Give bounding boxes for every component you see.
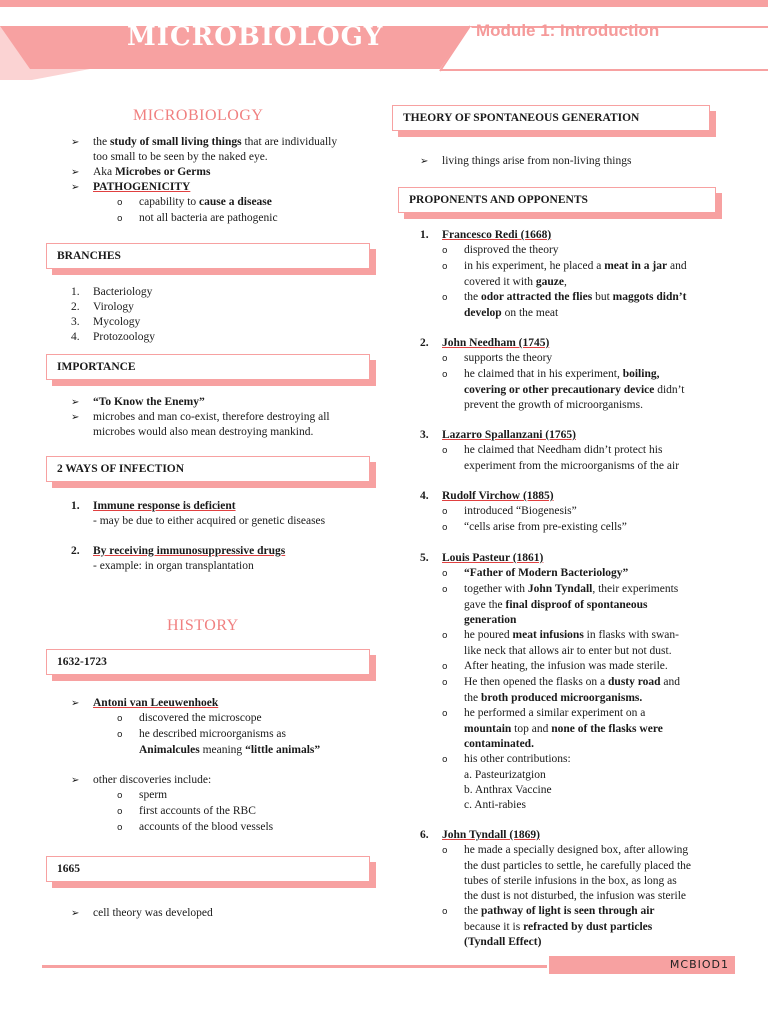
list-item: mountain top and none of the flasks were — [464, 723, 663, 735]
list-item: the dust particles to settle, he carefully placed the — [464, 860, 692, 872]
list-item: o capability to cause a disease — [71, 195, 337, 211]
footer-line — [42, 965, 547, 968]
leeuwenhoek-list — [71, 696, 320, 836]
list-item: the dust is not disturbed, the infusion was sterile — [464, 890, 686, 902]
list-item: o he described microorganisms as — [71, 727, 320, 743]
list-item: tubes of sterile infusions in the box, as long as — [464, 875, 677, 887]
list-item: 2. John Needham (1745) — [420, 337, 550, 349]
list-item: o not all bacteria are pathogenic — [71, 211, 337, 227]
list-item: o the odor attracted the flies but maggots didn’t — [420, 290, 691, 306]
list-item: too small to be seen by the naked eye. — [93, 151, 268, 163]
arrow-bullet-icon: ➢ — [71, 775, 80, 786]
list-item: 4. Rudolf Virchow (1885) — [420, 490, 554, 502]
list-item: ➢ cell theory was developed — [71, 907, 213, 919]
list-item: o his other contributions: — [420, 752, 691, 768]
header-module: Module 1: Introduction — [476, 21, 660, 40]
list-item: 1. Immune response is deficient — [71, 500, 236, 512]
list-item: - example: in organ transplantation — [93, 560, 254, 572]
infection-list — [71, 499, 325, 574]
microbiology-heading: MICROBIOLOGY — [133, 107, 264, 124]
theory-list — [420, 154, 631, 169]
list-item: generation — [464, 614, 517, 626]
list-item: 2. Virology — [71, 301, 134, 313]
list-item: o together with John Tyndall, their experiments — [420, 582, 691, 598]
circle-bullet-icon: o — [442, 678, 448, 688]
arrow-bullet-icon: ➢ — [71, 412, 80, 423]
list-item: o “Father of Modern Bacteriology” — [420, 566, 691, 582]
circle-bullet-icon: o — [442, 907, 448, 917]
circle-bullet-icon: o — [442, 846, 448, 856]
arrow-bullet-icon: ➢ — [71, 908, 80, 919]
microbiology-list — [71, 135, 337, 227]
list-item: o disproved the theory — [420, 243, 691, 259]
history-1632-box: 1632-1723 — [46, 649, 370, 675]
list-item: o he made a specially designed box, after allowing — [420, 843, 691, 859]
list-item: microbes would also mean destroying mankind. — [93, 426, 314, 438]
arrow-bullet-icon: ➢ — [71, 698, 80, 709]
list-item: o he poured meat infusions in flasks with swan- — [420, 628, 691, 644]
circle-bullet-icon: o — [442, 370, 448, 380]
proponents-list — [420, 228, 691, 950]
footer-badge — [549, 956, 735, 974]
list-item: o he claimed that in his experiment, boiling, — [420, 367, 691, 383]
list-item: a. Pasteurizatgion — [464, 769, 546, 781]
list-item: experiment from the microorganisms of the air — [464, 460, 680, 472]
circle-bullet-icon: o — [117, 198, 123, 208]
list-item: covered it with gauze, — [464, 276, 567, 288]
cell-theory-list — [71, 906, 213, 921]
list-item: 1. Bacteriology — [71, 286, 153, 298]
footer-course-code: MCBIOD1 — [669, 958, 729, 971]
circle-bullet-icon: o — [442, 293, 448, 303]
circle-bullet-icon: o — [442, 354, 448, 364]
circle-bullet-icon: o — [442, 507, 448, 517]
list-item: contaminated. — [464, 738, 534, 750]
importance-header-box: IMPORTANCE — [46, 354, 370, 380]
list-item: 2. By receiving immunosuppressive drugs — [71, 545, 286, 557]
circle-bullet-icon: o — [117, 214, 123, 224]
list-item: o he performed a similar experiment on a — [420, 706, 691, 722]
circle-bullet-icon: o — [117, 807, 123, 817]
circle-bullet-icon: o — [442, 569, 448, 579]
list-item: ➢ Antoni van Leeuwenhoek — [71, 697, 219, 709]
history-heading: HISTORY — [167, 617, 239, 634]
list-item: like neck that allows air to enter but not dust. — [464, 645, 672, 657]
list-item: covering or other precautionary device didn’t — [464, 384, 685, 396]
circle-bullet-icon: o — [442, 631, 448, 641]
list-item: Animalcules meaning “little animals” — [139, 744, 321, 756]
list-item: gave the final disproof of spontaneous — [464, 599, 648, 611]
branches-header-box: BRANCHES — [46, 243, 370, 269]
list-item: o first accounts of the RBC — [71, 804, 320, 820]
list-item: (Tyndall Effect) — [464, 936, 542, 948]
list-item: o he claimed that Needham didn’t protect his — [420, 443, 691, 459]
circle-bullet-icon: o — [442, 709, 448, 719]
list-item: ➢ PATHOGENICITY — [71, 181, 191, 193]
circle-bullet-icon: o — [442, 523, 448, 533]
list-item: because it is refracted by dust particles — [464, 921, 653, 933]
list-item: ➢ microbes and man co-exist, therefore destroying all — [71, 411, 330, 423]
list-item: o discovered the microscope — [71, 711, 320, 727]
circle-bullet-icon: o — [442, 446, 448, 456]
circle-bullet-icon: o — [442, 755, 448, 765]
list-item: c. Anti-rabies — [464, 799, 526, 811]
list-item: 3. Mycology — [71, 316, 141, 328]
list-item: o introduced “Biogenesis” — [420, 504, 691, 520]
circle-bullet-icon: o — [442, 662, 448, 672]
list-item: o the pathway of light is seen through air — [420, 904, 691, 920]
circle-bullet-icon: o — [117, 823, 123, 833]
list-item: o He then opened the flasks on a dusty road and — [420, 675, 691, 691]
branches-list — [71, 285, 155, 345]
arrow-bullet-icon: ➢ — [420, 156, 429, 167]
list-item: - may be due to either acquired or genetic diseases — [93, 515, 326, 527]
arrow-bullet-icon: ➢ — [71, 397, 80, 408]
importance-list — [71, 395, 330, 440]
theory-header-box: THEORY OF SPONTANEOUS GENERATION — [392, 105, 710, 131]
circle-bullet-icon: o — [442, 262, 448, 272]
list-item: o in his experiment, he placed a meat in a jar and — [420, 259, 691, 275]
list-item: ➢ other discoveries include: — [71, 774, 212, 786]
infection-header-box: 2 WAYS OF INFECTION — [46, 456, 370, 482]
arrow-bullet-icon: ➢ — [71, 137, 80, 148]
list-item: ➢ “To Know the Enemy” — [71, 396, 205, 408]
list-item: ➢ Aka Microbes or Germs — [71, 166, 211, 178]
circle-bullet-icon: o — [117, 714, 123, 724]
header-title: MICROBIOLOGY — [127, 22, 384, 52]
arrow-bullet-icon: ➢ — [71, 167, 80, 178]
list-item: o sperm — [71, 788, 320, 804]
list-item: the broth produced microorganisms. — [464, 692, 643, 704]
list-item: 5. Louis Pasteur (1861) — [420, 552, 544, 564]
page-header — [0, 0, 768, 80]
list-item: 1. Francesco Redi (1668) — [420, 229, 552, 241]
list-item: 3. Lazarro Spallanzani (1765) — [420, 429, 576, 441]
list-item: o supports the theory — [420, 351, 691, 367]
list-item: b. Anthrax Vaccine — [464, 784, 552, 796]
circle-bullet-icon: o — [442, 246, 448, 256]
arrow-bullet-icon: ➢ — [71, 182, 80, 193]
list-item: o accounts of the blood vessels — [71, 820, 320, 836]
circle-bullet-icon: o — [117, 791, 123, 801]
circle-bullet-icon: o — [117, 730, 123, 740]
list-item: 6. John Tyndall (1869) — [420, 829, 540, 841]
list-item: develop on the meat — [464, 307, 559, 319]
history-1665-box: 1665 — [46, 856, 370, 882]
list-item: prevent the growth of microorganisms. — [464, 399, 643, 411]
list-item: 4. Protozoology — [71, 331, 155, 343]
list-item: ➢ the study of small living things that are individually — [71, 136, 338, 148]
proponents-header-box: PROPONENTS AND OPPONENTS — [398, 187, 716, 213]
list-item: o “cells arise from pre-existing cells” — [420, 520, 691, 536]
list-item: ➢ living things arise from non-living things — [420, 155, 632, 167]
list-item: o After heating, the infusion was made sterile. — [420, 659, 691, 675]
circle-bullet-icon: o — [442, 585, 448, 595]
